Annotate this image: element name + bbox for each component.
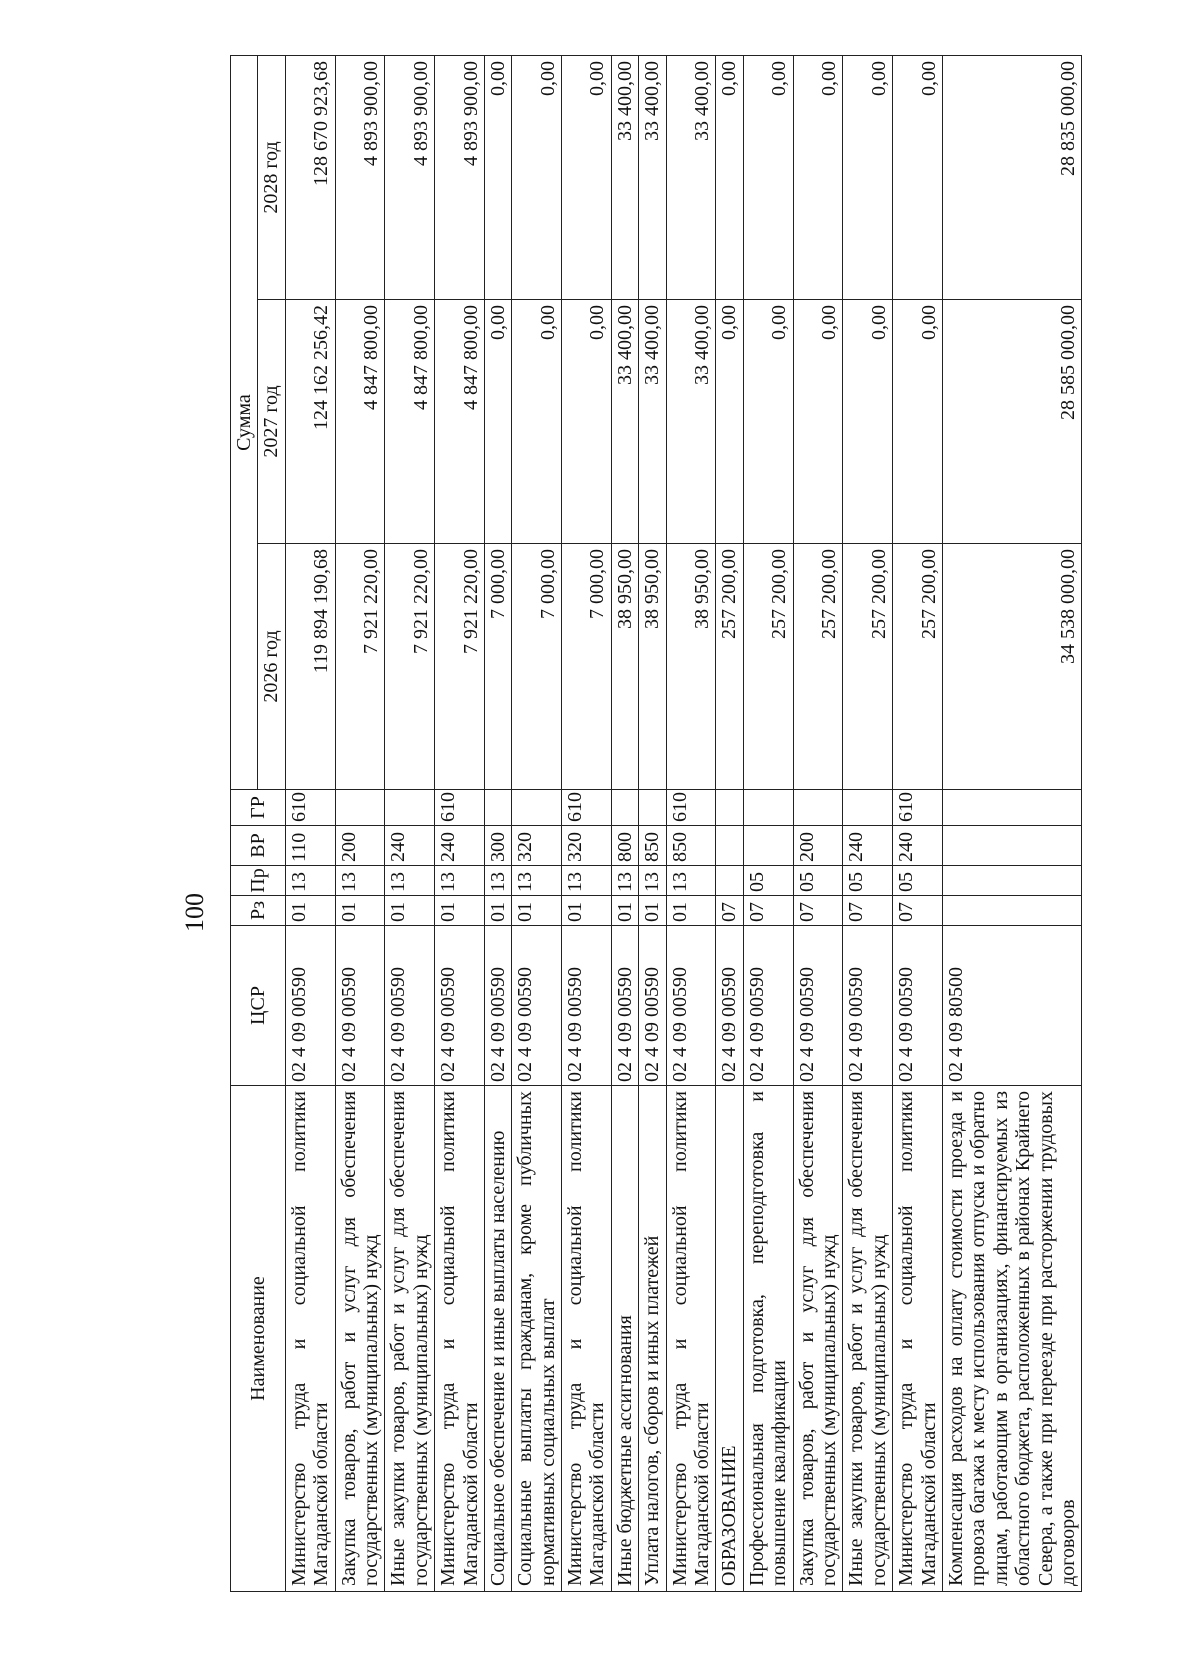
cell-2026: 7 921 220,00 <box>335 544 385 790</box>
cell-2027: 0,00 <box>743 300 793 544</box>
header-vr: ВР <box>231 826 286 866</box>
cell-2027: 4 847 800,00 <box>335 300 385 544</box>
cell-pr: 13 <box>611 866 638 896</box>
cell-csr: 02 4 09 00590 <box>743 926 793 1086</box>
table-row <box>843 56 893 1592</box>
cell-2027: 0,00 <box>562 300 612 544</box>
cell-gr <box>512 790 562 826</box>
cell-name: Закупка товаров, работ и услуг для обеспечения государственных (муниципальных) нужд <box>335 1086 385 1592</box>
cell-2028: 4 893 900,00 <box>385 56 435 300</box>
cell-2028: 28 835 000,00 <box>942 56 1081 300</box>
cell-gr <box>716 790 743 826</box>
cell-pr: 13 <box>562 866 612 896</box>
header-pr: Пр <box>231 866 286 896</box>
cell-vr: 850 <box>639 826 666 866</box>
cell-vr: 110 <box>285 826 335 866</box>
header-row-1 <box>231 56 258 1592</box>
cell-rz: 01 <box>562 896 612 926</box>
rotated-page <box>172 56 1200 1592</box>
cell-rz: 07 <box>743 896 793 926</box>
cell-pr: 13 <box>435 866 485 896</box>
cell-vr: 240 <box>385 826 435 866</box>
cell-2027: 0,00 <box>512 300 562 544</box>
cell-2027: 0,00 <box>893 300 943 544</box>
cell-gr <box>385 790 435 826</box>
cell-gr <box>793 790 843 826</box>
cell-pr: 05 <box>743 866 793 896</box>
cell-rz: 01 <box>484 896 511 926</box>
cell-pr: 13 <box>385 866 435 896</box>
cell-2027: 28 585 000,00 <box>942 300 1081 544</box>
cell-2026: 257 200,00 <box>793 544 843 790</box>
cell-2027: 124 162 256,42 <box>285 300 335 544</box>
cell-rz <box>942 896 1081 926</box>
header-2027: 2027 год <box>258 300 285 544</box>
cell-vr: 240 <box>893 826 943 866</box>
cell-vr: 200 <box>335 826 385 866</box>
cell-pr: 05 <box>793 866 843 896</box>
budget-table <box>230 55 1082 1592</box>
cell-rz: 01 <box>385 896 435 926</box>
cell-2028: 0,00 <box>843 56 893 300</box>
cell-vr <box>716 826 743 866</box>
cell-gr: 610 <box>285 790 335 826</box>
cell-pr: 05 <box>843 866 893 896</box>
cell-name: Иные закупки товаров, работ и услуг для обеспечения государственных (муниципальных) нужд <box>843 1086 893 1592</box>
cell-2026: 38 950,00 <box>639 544 666 790</box>
cell-rz: 07 <box>716 896 743 926</box>
cell-csr: 02 4 09 00590 <box>893 926 943 1086</box>
cell-csr: 02 4 09 00590 <box>716 926 743 1086</box>
cell-rz: 01 <box>639 896 666 926</box>
cell-pr: 13 <box>666 866 716 896</box>
cell-rz: 01 <box>335 896 385 926</box>
cell-2028: 0,00 <box>512 56 562 300</box>
cell-vr: 800 <box>611 826 638 866</box>
cell-2026: 7 921 220,00 <box>435 544 485 790</box>
cell-name: Министерство труда и социальной политики Магаданской области <box>666 1086 716 1592</box>
cell-pr <box>716 866 743 896</box>
cell-2026: 34 538 000,00 <box>942 544 1081 790</box>
cell-gr <box>335 790 385 826</box>
header-sum: Сумма <box>231 56 258 790</box>
cell-gr <box>743 790 793 826</box>
cell-pr: 13 <box>639 866 666 896</box>
cell-2028: 33 400,00 <box>639 56 666 300</box>
cell-gr: 610 <box>666 790 716 826</box>
table-row <box>484 56 511 1592</box>
cell-gr <box>484 790 511 826</box>
cell-rz: 01 <box>285 896 335 926</box>
table-row <box>512 56 562 1592</box>
table-row <box>666 56 716 1592</box>
cell-2027: 4 847 800,00 <box>385 300 435 544</box>
cell-2026: 257 200,00 <box>843 544 893 790</box>
cell-2028: 0,00 <box>893 56 943 300</box>
table-row <box>743 56 793 1592</box>
cell-vr: 300 <box>484 826 511 866</box>
header-name: Наименование <box>231 1086 286 1592</box>
cell-vr: 200 <box>793 826 843 866</box>
cell-name: Уплата налогов, сборов и иных платежей <box>639 1086 666 1592</box>
cell-pr: 13 <box>512 866 562 896</box>
cell-gr: 610 <box>435 790 485 826</box>
cell-vr <box>743 826 793 866</box>
cell-pr: 13 <box>484 866 511 896</box>
cell-2027: 0,00 <box>716 300 743 544</box>
cell-csr: 02 4 09 00590 <box>484 926 511 1086</box>
cell-gr: 610 <box>562 790 612 826</box>
page-number: 100 <box>180 893 209 932</box>
cell-name: Иные бюджетные ассигнования <box>611 1086 638 1592</box>
cell-rz: 07 <box>793 896 843 926</box>
table-body <box>285 56 1082 1592</box>
cell-gr: 610 <box>893 790 943 826</box>
cell-2026: 257 200,00 <box>893 544 943 790</box>
cell-2028: 0,00 <box>716 56 743 300</box>
cell-csr: 02 4 09 00590 <box>435 926 485 1086</box>
cell-vr: 240 <box>435 826 485 866</box>
cell-2026: 7 000,00 <box>484 544 511 790</box>
cell-gr <box>843 790 893 826</box>
table-row <box>942 56 1081 1592</box>
cell-2027: 4 847 800,00 <box>435 300 485 544</box>
cell-name: Социальное обеспечение и иные выплаты населению <box>484 1086 511 1592</box>
table-row <box>562 56 612 1592</box>
cell-gr <box>942 790 1081 826</box>
cell-vr: 850 <box>666 826 716 866</box>
cell-rz: 01 <box>611 896 638 926</box>
cell-2026: 38 950,00 <box>611 544 638 790</box>
cell-2028: 4 893 900,00 <box>435 56 485 300</box>
cell-rz: 01 <box>435 896 485 926</box>
cell-csr: 02 4 09 80500 <box>942 926 1081 1086</box>
cell-name: Компенсация расходов на оплату стоимости проезда и провоза багажа к месту использования отпуска и обратно лицам, работающим в организациях, финансируемых из областного бюджета, расположенных в районах Крайнего Севера, а также при переезде при расторжении трудовых договоров <box>942 1086 1081 1592</box>
cell-rz: 07 <box>843 896 893 926</box>
cell-2027: 0,00 <box>484 300 511 544</box>
cell-2026: 7 000,00 <box>512 544 562 790</box>
table-row <box>385 56 435 1592</box>
cell-csr: 02 4 09 00590 <box>512 926 562 1086</box>
cell-gr <box>639 790 666 826</box>
cell-2026: 257 200,00 <box>716 544 743 790</box>
cell-vr: 320 <box>512 826 562 866</box>
header-2026: 2026 год <box>258 544 285 790</box>
header-2028: 2028 год <box>258 56 285 300</box>
cell-2028: 128 670 923,68 <box>285 56 335 300</box>
cell-name: Министерство труда и социальной политики Магаданской области <box>435 1086 485 1592</box>
cell-vr <box>942 826 1081 866</box>
cell-csr: 02 4 09 00590 <box>611 926 638 1086</box>
table-row <box>611 56 638 1592</box>
cell-csr: 02 4 09 00590 <box>385 926 435 1086</box>
cell-2028: 33 400,00 <box>611 56 638 300</box>
header-csr: ЦСР <box>231 926 286 1086</box>
cell-2027: 0,00 <box>793 300 843 544</box>
cell-2028: 4 893 900,00 <box>335 56 385 300</box>
cell-2028: 0,00 <box>793 56 843 300</box>
table-row <box>793 56 843 1592</box>
cell-csr: 02 4 09 00590 <box>285 926 335 1086</box>
cell-2026: 38 950,00 <box>666 544 716 790</box>
table-row <box>639 56 666 1592</box>
cell-csr: 02 4 09 00590 <box>335 926 385 1086</box>
cell-name: Министерство труда и социальной политики Магаданской области <box>562 1086 612 1592</box>
cell-pr <box>942 866 1081 896</box>
header-gr: ГР <box>231 790 286 826</box>
cell-2028: 0,00 <box>484 56 511 300</box>
cell-vr: 320 <box>562 826 612 866</box>
cell-2028: 33 400,00 <box>666 56 716 300</box>
cell-2026: 257 200,00 <box>743 544 793 790</box>
cell-pr: 13 <box>285 866 335 896</box>
cell-2027: 33 400,00 <box>666 300 716 544</box>
table-row <box>335 56 385 1592</box>
cell-name: Министерство труда и социальной политики Магаданской области <box>285 1086 335 1592</box>
cell-csr: 02 4 09 00590 <box>843 926 893 1086</box>
cell-name: Закупка товаров, работ и услуг для обеспечения государственных (муниципальных) нужд <box>793 1086 843 1592</box>
cell-rz: 07 <box>893 896 943 926</box>
cell-2026: 7 921 220,00 <box>385 544 435 790</box>
cell-2026: 119 894 190,68 <box>285 544 335 790</box>
cell-pr: 05 <box>893 866 943 896</box>
cell-2026: 7 000,00 <box>562 544 612 790</box>
cell-csr: 02 4 09 00590 <box>639 926 666 1086</box>
cell-name: Социальные выплаты гражданам, кроме публичных нормативных социальных выплат <box>512 1086 562 1592</box>
cell-name: ОБРАЗОВАНИЕ <box>716 1086 743 1592</box>
header-rz: Рз <box>231 896 286 926</box>
cell-name: Профессиональная подготовка, переподготовка и повышение квалификации <box>743 1086 793 1592</box>
table-row <box>285 56 335 1592</box>
table-row <box>435 56 485 1592</box>
cell-2027: 33 400,00 <box>611 300 638 544</box>
cell-name: Министерство труда и социальной политики Магаданской области <box>893 1086 943 1592</box>
cell-name: Иные закупки товаров, работ и услуг для обеспечения государственных (муниципальных) нужд <box>385 1086 435 1592</box>
cell-2028: 0,00 <box>562 56 612 300</box>
cell-pr: 13 <box>335 866 385 896</box>
cell-csr: 02 4 09 00590 <box>793 926 843 1086</box>
cell-2027: 33 400,00 <box>639 300 666 544</box>
cell-csr: 02 4 09 00590 <box>666 926 716 1086</box>
table-row <box>893 56 943 1592</box>
cell-rz: 01 <box>666 896 716 926</box>
cell-2028: 0,00 <box>743 56 793 300</box>
cell-rz: 01 <box>512 896 562 926</box>
cell-gr <box>611 790 638 826</box>
cell-2027: 0,00 <box>843 300 893 544</box>
table-row <box>716 56 743 1592</box>
cell-vr: 240 <box>843 826 893 866</box>
cell-csr: 02 4 09 00590 <box>562 926 612 1086</box>
